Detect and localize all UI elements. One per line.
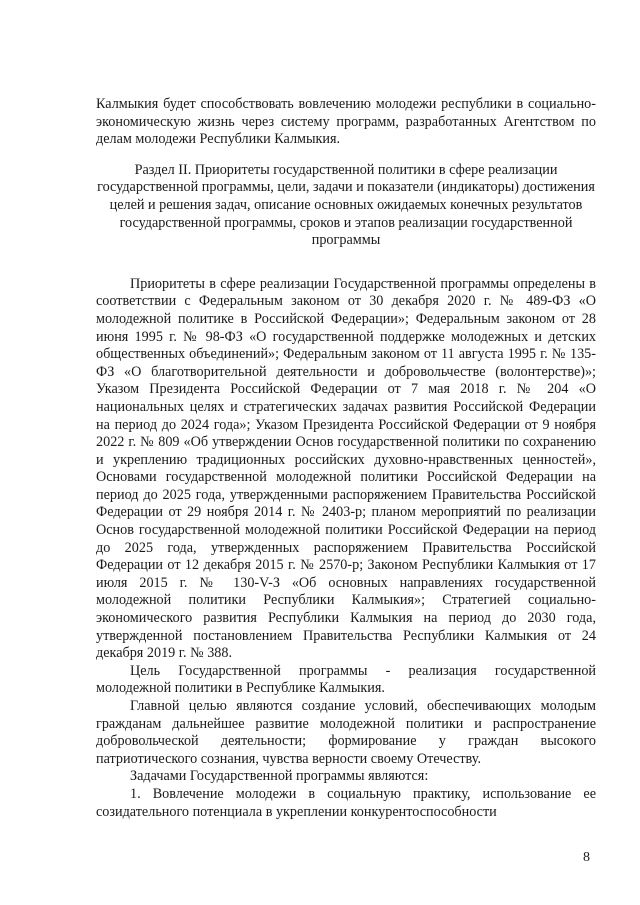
spacer — [96, 250, 596, 276]
intro-paragraph: Калмыкия будет способствовать вовлечению молодежи республики в социально-экономическую жизнь через систему программ, разработанных Агентством по делам молодежи Республики Калмыкия. — [96, 96, 596, 148]
goal-paragraph: Цель Государственной программы - реализация государственной молодежной политики в Республике Калмыкия. — [96, 662, 596, 697]
section-heading: Раздел II. Приоритеты государственной политики в сфере реализации государственной программы, цели, задачи и показатели (индикаторы) достижения целей и решения задач, описание основных ожидаемых конечных результатов государственной программы, сроков и этапов реализации государственной программы — [97, 161, 595, 249]
task-item-1: 1. Вовлечение молодежи в социальную практику, использование ее созидательного потенциала в укреплении конкурентоспособности — [96, 785, 596, 820]
page-content — [96, 96, 596, 821]
main-goal-paragraph: Главной целью являются создание условий, обеспечивающих молодым гражданам дальнейшее развитие молодежной политики и распространение добровольческой деятельности; формирование у граждан высокого патриотического сознания, чувства верности своему Отечеству. — [96, 698, 596, 767]
priorities-paragraph: Приоритеты в сфере реализации Государственной программы определены в соответствии с Федеральным законом от 30 декабря 2020 г. № 489-ФЗ «О молодежной политике в Российской Федерации»; Федеральным законом от 28 июня 1995 г. № 98-ФЗ «О государственной поддержке молодежных и детских общественных объединений»; Федеральным законом от 11 августа 1995 г. № 135-ФЗ «О благотворительной деятельности и добровольчестве (волонтерстве)»; Указом Президента Российской Федерации от 7 мая 2018 г. № 204 «О национальных целях и стратегических задачах развития Российской Федерации на период до 2024 года»; Указом Президента Российской Федерации от 9 ноября 2022 г. № 809 «Об утверждении Основ государственной политики по сохранению и укреплению традиционных российских духовно-нравственных ценностей», Основами государственной молодежной политики Российской Федерации на период до 2025 года, утвержденными распоряжением Правительства Российской Федерации от 29 ноября 2014 г. № 2403-р; планом мероприятий по реализации Основ государственной молодежной политики Российской Федерации на период до 2025 года, утвержденных распоряжением Правительства Российской Федерации от 12 декабря 2015 г. № 2570-р; Законом Республики Калмыкия от 17 июля 2015 г. № 130-V-З «Об основных направлениях государственной молодежной политики Республики Калмыкия»; Стратегией социально-экономического развития Республики Калмыкия на период до 2030 года, утвержденной постановлением Правительства Республики Калмыкия от 24 декабря 2019 г. № 388. — [96, 275, 596, 662]
tasks-intro: Задачами Государственной программы являются: — [130, 768, 429, 785]
page-number: 8 — [583, 850, 590, 865]
